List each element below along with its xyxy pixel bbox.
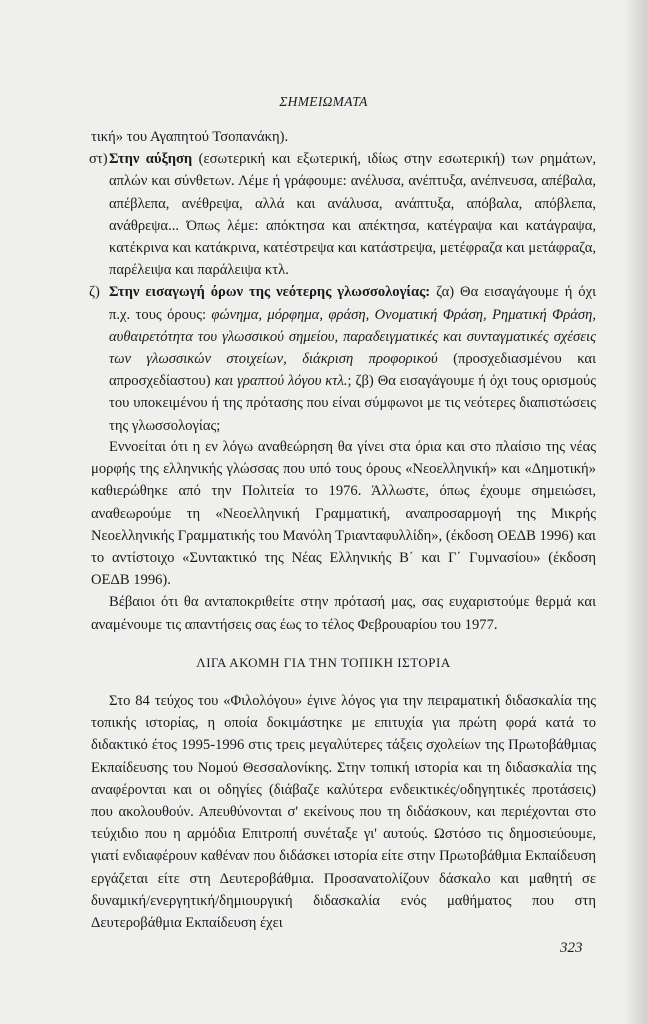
item-z-heading: Στην εισαγωγή όρων της νεότερης γλωσσολογίας: [109, 284, 431, 301]
item-z-text-1: ζα) Θα εισαγάγουμε ή όχι π.χ. τους όρους: [109, 284, 596, 323]
item-st-heading: Στην αύξηση [109, 151, 193, 168]
page-number: 323 [560, 940, 583, 956]
paragraph: Στο 84 τεύχος του «Φιλολόγου» έγινε λόγος για την πειραματική διδασκαλία της τοπικής ιστορίας, η οποία δοκιμάστηκε με επιτυχία για πρώτη φορά κατά το διδακτικό έτος 1995-1996 στις τρεις μεγαλύτερες τάξεις σχολείων της Πρωτοβάθμιας Εκπαίδευσης του Νομού Θεσσαλονίκης. Στην τοπική ιστορία και τη διδασκαλία της αναφέρονται και οι οδηγίες (διάβαζε καλύτερα ενδεικτικές/οδηγητικές προτάσεις) που ακολουθούν. Απευθύνονται σ' εκείνους που τη διδάσκουν, και περιέχονται στο τεύχιδιο που η αρμόδια Επιτροπή συνέταξε γι' αυτούς. Ωστόσο τις δημοσιεύουμε, γιατί ενδιαφέρουν καθέναν που διδάσκει ιστορία είτε στην Πρωτοβάθμια Εκπαίδευση εργάζεται είτε στη Δευτεροβάθμια. Προσανατολίζουν δάσκαλο και μαθητή σε δυναμική/ενεργητική/δημιουργική διδασκαλία ενός μαθήματος που στη Δευτεροβάθμια Εκπαίδευση έχει [91, 693, 596, 932]
section-title: ΛΙΓΑ ΑΚΟΜΗ ΓΙΑ ΤΗΝ ΤΟΠΙΚΗ ΙΣΤΟΡΙΑ [196, 655, 451, 670]
notes-block-2 [91, 436, 596, 636]
notes-block-3 [91, 690, 596, 934]
item-st [91, 148, 596, 281]
continuation-text: τική» του Αγαπητού Τσοπανάκη). [91, 129, 289, 145]
paragraph: Βέβαιοι ότι θα ανταποκριθείτε στην πρότασή μας, σας ευχαριστούμε θερμά και αναμένουμε τις απαντήσεις σας έως το τέλος Φεβρουαρίου του 1977. [91, 594, 596, 633]
item-z [91, 281, 596, 436]
item-z-text-2: (προσχεδιασμένου και απροσχεδίαστου) [109, 351, 596, 390]
item-st-marker: στ) [89, 151, 108, 168]
running-header: ΣΗΜΕΙΩΜΑΤΑ [279, 94, 368, 109]
item-z-text-3: ; ζβ) Θα εισαγάγουμε ή όχι τους ορισμούς του υποκειμένου ή της πρότασης που είναι σύμφωνοι με τις νεότερες διαπιστώσεις της γλωσσολογίας; [109, 373, 596, 434]
item-z-italic-terms: φώνημα, μόρφημα, φράση, Ονοματική Φράση, Ρηματική Φράση, αυθαιρετότητα του γλωσσικού σημείου, παραδειγματικές και συνταγματικές σχέσεις των γλωσσικών στοιχείων, διάκριση προφορικού [109, 306, 596, 368]
item-st-text: (εσωτερική και εξωτερική, ιδίως στην εσωτερική) των ρημάτων, απλών και σύνθετων. Λέμε ή γράφουμε: ανέλυσα, ανέπτυξα, ανέπνευσα, απέβαλα, απέβλεπα, ανέθρεψα, αλλά και ανάλυσα, ανάπτυξα, απόβαλα, απόβλεπα, ανάθρεψα... Όπως λέμε: απόκτησα και απέκτησα, κατέγραψα και κατάγραψα, κατέκρινα και κατάκρινα, κατέστρεψα και κατάστρεψα, μετέφραζα και μετάφραζα, παρέλειψα και παράλειψα κτλ. [109, 151, 596, 279]
page-edge-shadow [625, 0, 647, 1024]
continuation-line [91, 126, 596, 148]
item-z-marker: ζ) [89, 284, 100, 301]
notes-block-1 [91, 126, 596, 437]
item-z-italic-terms-2: και γραπτού λόγου κτλ. [214, 373, 348, 390]
paragraph: Εννοείται ότι η εν λόγω αναθεώρηση θα γίνει στα όρια και στο πλαίσιο της νέας μορφής της ελληνικής γλώσσας που υπό τους όρους «Νεοελληνική» και «Δημοτική» καθιερώθηκε από την Πολιτεία το 1976. Άλλωστε, όπως έχουμε σημειώσει, αναθεωρούμε τη «Νεοελληνική Γραμματική, αναπροσαρμογή της Μικρής Νεοελληνικής Γραμματικής του Μανόλη Τριανταφυλλίδη», (έκδοση ΟΕΔΒ 1996) και το αντίστοιχο «Συντακτικό της Νέας Ελληνικής Β΄ και Γ΄ Γυμνασίου» (έκδοση ΟΕΔΒ 1996). [91, 439, 596, 589]
